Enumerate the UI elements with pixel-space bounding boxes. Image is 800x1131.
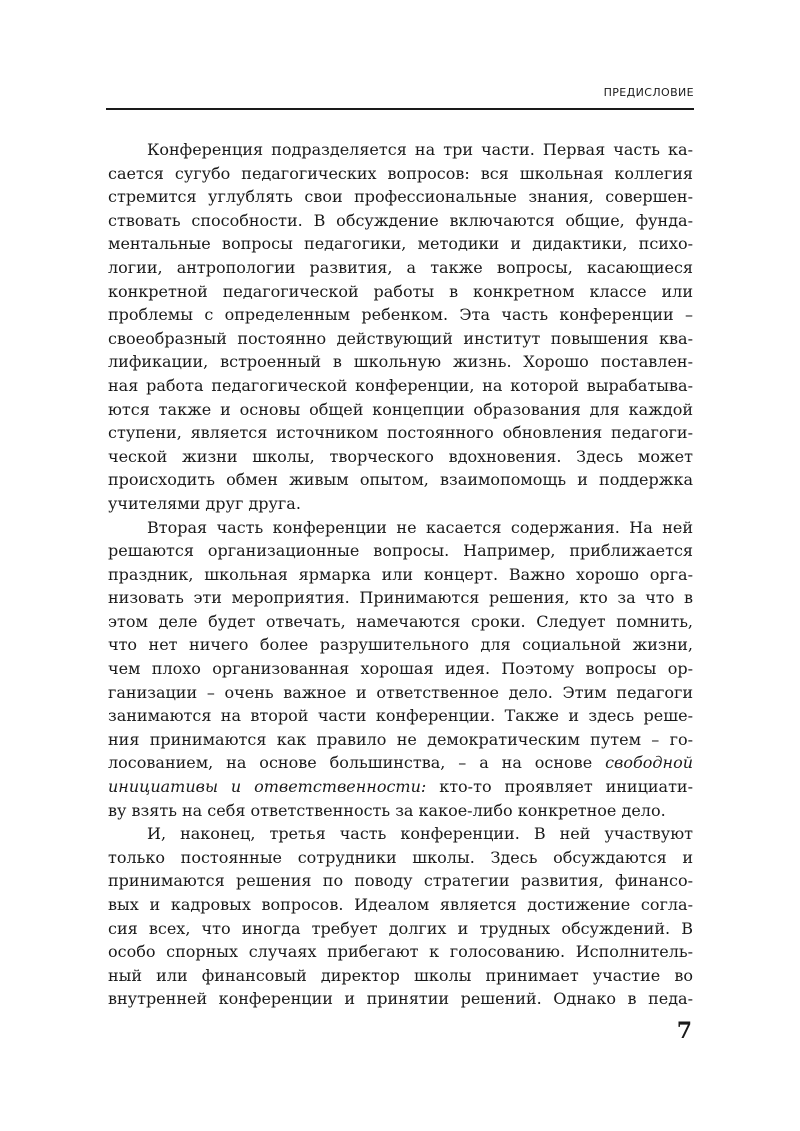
paragraph-2-line: ганизации – очень важное и ответственное дело. Этим педагоги bbox=[108, 682, 693, 702]
paragraph-1-line: сается сугубо педагогических вопросов: вся школьная коллегия bbox=[108, 163, 693, 183]
paragraph-1-line: проблемы с определенным ребенком. Эта часть конференции – bbox=[108, 305, 693, 325]
paragraph-1-line: ментальные вопросы педагогики, методики и дидактики, психо- bbox=[108, 234, 693, 254]
body-text bbox=[108, 138, 693, 1011]
page-number: 7 bbox=[676, 1018, 692, 1044]
paragraph-1-line: своеобразный постоянно действующий институт повышения ква- bbox=[108, 328, 693, 348]
paragraph-2-line: чем плохо организованная хорошая идея. Поэтому вопросы ор- bbox=[108, 659, 693, 679]
paragraph-3-line: внутренней конференции и принятии решений. Однако в педа- bbox=[108, 989, 693, 1009]
paragraph-3-line: ный или финансовый директор школы принимает участие во bbox=[108, 965, 693, 985]
paragraph-1-line: учителями друг друга. bbox=[108, 493, 301, 513]
paragraph-3-line: сия всех, что иногда требует долгих и трудных обсуждений. В bbox=[108, 918, 693, 938]
paragraph-1-line: ступени, является источником постоянного обновления педагоги- bbox=[108, 423, 693, 443]
paragraph-3-line: И, наконец, третья часть конференции. В ней участвуют bbox=[147, 824, 693, 844]
paragraph-1-line: стремится углублять свои профессиональные знания, совершен- bbox=[108, 187, 693, 207]
header-rule bbox=[106, 108, 694, 110]
paragraph-3-line: особо спорных случаях прибегают к голосованию. Исполнитель- bbox=[108, 942, 693, 962]
paragraph-2-line: решаются организационные вопросы. Например, приближается bbox=[108, 541, 693, 561]
paragraph-3-line: вых и кадровых вопросов. Идеалом является достижение согла- bbox=[108, 895, 693, 914]
paragraph-1-line: логии, антропологии развития, а также вопросы, касающиеся bbox=[108, 257, 693, 277]
paragraph-1-line: лификации, встроенный в школьную жизнь. Хорошо поставлен- bbox=[108, 352, 693, 372]
paragraph-1-line: ная работа педагогической конференции, на которой вырабатыва- bbox=[108, 375, 693, 395]
paragraph-2-line: Вторая часть конференции не касается содержания. На ней bbox=[147, 517, 693, 537]
paragraph-1-line: Конференция подразделяется на три части. Первая часть ка- bbox=[147, 140, 693, 159]
paragraph-2-line: ву взять на себя ответственность за какое-либо конкретное дело. bbox=[108, 800, 666, 820]
paragraph-2-line-12-rest: кто-то проявляет инициати- bbox=[426, 777, 693, 797]
paragraph-1-line: конкретной педагогической работы в конкретном классе или bbox=[108, 281, 693, 301]
paragraph-3-line: принимаются решения по поводу стратегии развития, финансо- bbox=[108, 871, 693, 891]
paragraph-2-line: что нет ничего более разрушительного для социальной жизни, bbox=[108, 635, 693, 655]
paragraph-1-line: ческой жизни школы, творческого вдохновения. Здесь может bbox=[108, 446, 693, 466]
paragraph-2-line: занимаются на второй части конференции. Также и здесь реше- bbox=[108, 706, 693, 726]
italic-text: инициативы и ответственности: bbox=[108, 777, 427, 797]
italic-text: свободной bbox=[605, 753, 693, 773]
paragraph-2-line: ния принимаются как правило не демократическим путем – го- bbox=[108, 729, 693, 749]
running-header: ПРЕДИСЛОВИЕ bbox=[603, 86, 694, 99]
paragraph-2-line: этом деле будет отвечать, намечаются сроки. Следует помнить, bbox=[108, 611, 693, 631]
paragraph-2-line-11-plain: лосованием, на основе большинства, – а на основе bbox=[108, 753, 606, 773]
paragraph-2-line-mixed bbox=[108, 775, 693, 799]
paragraph-2-line: низовать эти мероприятия. Принимаются решения, кто за что в bbox=[108, 588, 693, 608]
paragraph-1-line: ются также и основы общей концепции образования для каждой bbox=[108, 399, 693, 419]
paragraph-2-line: праздник, школьная ярмарка или концерт. Важно хорошо орга- bbox=[108, 564, 693, 584]
paragraph-1-line: ствовать способности. В обсуждение включаются общие, фунда- bbox=[108, 210, 693, 230]
paragraph-1-line: происходить обмен живым опытом, взаимопомощь и поддержка bbox=[108, 470, 693, 490]
paragraph-3-line: только постоянные сотрудники школы. Здесь обсуждаются и bbox=[108, 847, 693, 867]
paragraph-2-line-mixed bbox=[108, 751, 693, 775]
